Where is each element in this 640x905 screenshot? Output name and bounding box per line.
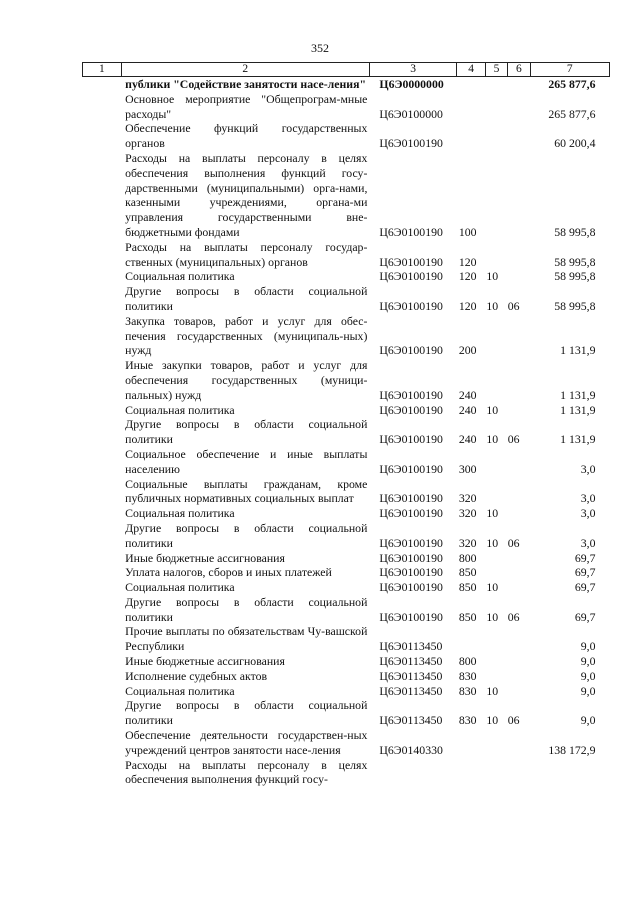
table-row — [83, 284, 610, 314]
cell-empty — [83, 92, 122, 122]
cell-empty — [83, 403, 122, 418]
row-subsection — [508, 240, 530, 270]
row-section: 10 — [486, 609, 499, 624]
row-section — [485, 669, 507, 684]
table-row — [83, 151, 610, 240]
row-expense-type: 800 — [458, 550, 477, 565]
row-name: Социальная политика — [125, 269, 235, 284]
row-section — [485, 565, 507, 580]
row-expense-type — [457, 92, 485, 122]
row-amount: 1 131,9 — [560, 387, 596, 402]
table-row — [83, 240, 610, 270]
row-amount: 9,0 — [580, 713, 596, 728]
row-section — [485, 358, 507, 402]
table-row — [83, 580, 610, 595]
header-col-2: 2 — [121, 63, 369, 77]
row-subsection: 06 — [507, 609, 520, 624]
row-name: Основное мероприятие "Общепрограм-мные расходы" — [125, 91, 368, 121]
row-name: Исполнение судебных актов — [125, 668, 268, 683]
row-expense-type: 320 — [458, 506, 477, 521]
header-col-5: 5 — [485, 63, 507, 77]
row-section — [485, 77, 507, 92]
row-subsection: 06 — [507, 432, 520, 447]
row-name: Другие вопросы в области социальной политики — [125, 698, 368, 728]
row-target-code: Ц6Э0100190 — [379, 550, 443, 565]
row-name: Социальная политика — [125, 580, 235, 595]
header-col-4: 4 — [457, 63, 485, 77]
cell-empty — [83, 669, 122, 684]
row-name: Другие вопросы в области социальной политики — [125, 284, 368, 313]
table-row — [83, 358, 610, 402]
row-target-code: Ц6Э0100190 — [379, 224, 443, 239]
row-target-code: Ц6Э0100190 — [379, 580, 443, 595]
row-section: 10 — [486, 506, 499, 521]
table-row — [83, 624, 610, 654]
row-section — [485, 624, 507, 654]
row-expense-type — [457, 77, 485, 92]
table-row — [83, 92, 610, 122]
row-name: Уплата налогов, сборов и иных платежей — [125, 565, 332, 580]
cell-empty — [83, 358, 122, 402]
row-amount: 69,7 — [574, 565, 596, 580]
row-section: 10 — [486, 580, 499, 595]
row-name: Обеспечение функций государственных органов — [125, 121, 368, 151]
cell-empty — [83, 684, 122, 699]
row-expense-type: 850 — [458, 580, 477, 595]
cell-empty — [83, 595, 122, 625]
table-row — [83, 403, 610, 418]
row-subsection — [508, 551, 530, 566]
table-row — [83, 506, 610, 521]
cell-empty — [83, 284, 122, 314]
row-subsection: 06 — [507, 535, 520, 550]
row-amount: 1 131,9 — [560, 402, 596, 417]
row-subsection — [508, 121, 530, 151]
row-expense-type: 240 — [458, 387, 477, 402]
row-subsection — [508, 314, 530, 358]
row-subsection — [508, 151, 530, 240]
row-amount: 3,0 — [580, 461, 596, 476]
row-section: 10 — [486, 683, 499, 698]
cell-empty — [83, 758, 122, 788]
row-expense-type: 240 — [458, 432, 477, 447]
row-amount: 1 131,9 — [560, 343, 596, 358]
table-row — [83, 77, 610, 92]
row-name: публики "Содействие занятости насе-ления" — [125, 77, 367, 91]
row-name: Иные бюджетные ассигнования — [125, 654, 285, 669]
row-name: Другие вопросы в области социальной политики — [125, 594, 368, 624]
row-amount: 1 131,9 — [560, 432, 596, 447]
header-col-6: 6 — [508, 63, 530, 77]
table-row — [83, 698, 610, 728]
row-target-code: Ц6Э0100190 — [379, 535, 443, 550]
row-target-code: Ц6Э0100190 — [379, 609, 443, 624]
row-amount: 138 172,9 — [548, 742, 596, 757]
cell-empty — [83, 521, 122, 551]
row-expense-type: 830 — [458, 668, 477, 683]
table-row — [83, 447, 610, 477]
cell-empty — [83, 314, 122, 358]
table-row — [83, 551, 610, 566]
row-expense-type: 120 — [458, 254, 477, 269]
row-expense-type — [457, 121, 485, 151]
table-row — [83, 477, 610, 507]
row-target-code: Ц6Э0140330 — [379, 742, 443, 757]
cell-empty — [83, 77, 122, 92]
cell-empty — [83, 698, 122, 728]
row-amount: 58 995,8 — [554, 269, 596, 284]
row-section: 10 — [486, 298, 499, 313]
cell-empty — [83, 565, 122, 580]
header-col-3: 3 — [369, 63, 456, 77]
table-body — [83, 77, 610, 788]
row-subsection — [508, 269, 530, 284]
row-expense-type: 830 — [458, 713, 477, 728]
table-row — [83, 121, 610, 151]
row-section: 10 — [486, 269, 499, 284]
row-subsection — [508, 403, 530, 418]
row-name: Социальная политика — [125, 683, 235, 698]
row-amount: 265 877,6 — [548, 77, 596, 91]
row-subsection — [508, 580, 530, 595]
table-row — [83, 269, 610, 284]
row-target-code: Ц6Э0100190 — [379, 565, 443, 580]
row-name: Другие вопросы в области социальной политики — [125, 417, 368, 447]
row-target-code: Ц6Э0100190 — [379, 254, 443, 269]
row-section — [485, 92, 507, 122]
row-target-code — [369, 758, 456, 788]
row-subsection — [508, 654, 530, 669]
row-amount — [530, 758, 609, 788]
row-name: Обеспечение деятельности государствен-ных учреждений центров занятости насе-ления — [125, 728, 368, 757]
row-section: 10 — [486, 535, 499, 550]
row-expense-type: 200 — [458, 343, 477, 358]
row-target-code: Ц6Э0100190 — [379, 491, 443, 506]
row-expense-type — [457, 624, 485, 654]
row-subsection — [508, 92, 530, 122]
cell-empty — [83, 151, 122, 240]
cell-empty — [83, 624, 122, 654]
row-target-code: Ц6Э0113450 — [379, 713, 443, 728]
row-name: Расходы на выплаты персоналу в целях обеспечения выполнения функций госу-дарственными (муниципальными) орга-нами, казенными учреждениями, органа-ми управления государственными вне-бюджетными фондами — [125, 150, 368, 239]
row-expense-type: 300 — [458, 461, 477, 476]
row-subsection — [508, 447, 530, 477]
table-header — [83, 63, 610, 77]
row-amount: 9,0 — [580, 668, 596, 683]
row-amount: 60 200,4 — [554, 136, 596, 151]
row-section — [485, 654, 507, 669]
row-expense-type — [457, 758, 485, 788]
header-col-1: 1 — [83, 63, 122, 77]
row-section — [485, 151, 507, 240]
row-name: Закупка товаров, работ и услуг для обес-печения государственных (муниципаль-ных) нужд — [125, 313, 368, 358]
cell-empty — [83, 728, 122, 758]
row-target-code: Ц6Э0100190 — [379, 432, 443, 447]
row-amount: 9,0 — [580, 683, 596, 698]
row-target-code: Ц6Э0113450 — [379, 683, 443, 698]
row-subsection — [508, 358, 530, 402]
row-target-code: Ц6Э0113450 — [379, 668, 443, 683]
row-name: Прочие выплаты по обязательствам Чу-вашской Республики — [125, 624, 368, 654]
row-subsection — [508, 684, 530, 699]
row-section: 10 — [486, 402, 499, 417]
row-amount: 265 877,6 — [548, 106, 596, 121]
row-target-code: Ц6Э0113450 — [379, 639, 443, 654]
row-amount: 69,7 — [574, 609, 596, 624]
row-amount: 69,7 — [574, 550, 596, 565]
row-amount: 58 995,8 — [554, 224, 596, 239]
cell-empty — [83, 580, 122, 595]
cell-empty — [83, 447, 122, 477]
row-section: 10 — [486, 432, 499, 447]
header-col-7: 7 — [530, 63, 609, 77]
row-name: Социальная политика — [125, 402, 235, 417]
row-section — [485, 314, 507, 358]
table-row — [83, 669, 610, 684]
row-expense-type: 100 — [458, 224, 477, 239]
table-row — [83, 417, 610, 447]
cell-empty — [83, 654, 122, 669]
row-amount: 9,0 — [580, 654, 596, 669]
cell-empty — [83, 551, 122, 566]
row-expense-type: 320 — [458, 535, 477, 550]
row-name: Другие вопросы в области социальной политики — [125, 520, 368, 550]
row-amount: 3,0 — [580, 506, 596, 521]
row-subsection: 06 — [507, 298, 520, 313]
row-amount: 69,7 — [574, 580, 596, 595]
row-target-code: Ц6Э0000000 — [379, 77, 444, 91]
row-subsection — [508, 728, 530, 758]
row-name: Расходы на выплаты персоналу государ-ственных (муниципальных) органов — [125, 239, 368, 269]
cell-empty — [83, 121, 122, 151]
cell-empty — [83, 240, 122, 270]
row-subsection — [508, 758, 530, 788]
row-subsection — [508, 669, 530, 684]
row-expense-type: 830 — [458, 683, 477, 698]
row-expense-type: 120 — [458, 298, 477, 313]
row-name: Социальное обеспечение и иные выплаты населению — [125, 446, 368, 476]
row-section — [485, 758, 507, 788]
row-section — [485, 477, 507, 507]
row-subsection — [508, 477, 530, 507]
row-target-code: Ц6Э0100190 — [379, 387, 443, 402]
row-section — [485, 240, 507, 270]
row-amount: 58 995,8 — [554, 298, 596, 313]
cell-empty — [83, 417, 122, 447]
row-expense-type — [457, 728, 485, 758]
table-row — [83, 521, 610, 551]
row-section: 10 — [486, 713, 499, 728]
row-amount: 9,0 — [580, 639, 596, 654]
table-row — [83, 654, 610, 669]
row-subsection — [508, 506, 530, 521]
row-target-code: Ц6Э0100190 — [379, 269, 443, 284]
row-target-code: Ц6Э0100190 — [379, 136, 443, 151]
table-row — [83, 314, 610, 358]
row-expense-type: 800 — [458, 654, 477, 669]
row-target-code: Ц6Э0100190 — [379, 343, 443, 358]
row-amount: 3,0 — [580, 491, 596, 506]
row-name: Социальные выплаты гражданам, кроме публичных нормативных социальных выплат — [125, 476, 368, 506]
table-row — [83, 758, 610, 788]
table-row — [83, 595, 610, 625]
table-row — [83, 728, 610, 758]
row-expense-type: 240 — [458, 402, 477, 417]
table-row — [83, 684, 610, 699]
row-name: Иные закупки товаров, работ и услуг для обеспечения государственных (муници-пальных) нужд — [125, 358, 368, 402]
cell-empty — [83, 269, 122, 284]
row-name: Социальная политика — [125, 506, 235, 521]
row-section — [485, 447, 507, 477]
row-section — [485, 728, 507, 758]
row-target-code: Ц6Э0100190 — [379, 402, 443, 417]
row-subsection: 06 — [507, 713, 520, 728]
page-number: 352 — [311, 41, 329, 55]
row-target-code: Ц6Э0113450 — [379, 654, 443, 669]
row-target-code: Ц6Э0100000 — [379, 106, 443, 121]
row-target-code: Ц6Э0100190 — [379, 461, 443, 476]
row-expense-type: 320 — [458, 491, 477, 506]
row-section — [485, 551, 507, 566]
row-subsection — [508, 624, 530, 654]
row-section — [485, 121, 507, 151]
row-name: Иные бюджетные ассигнования — [125, 550, 285, 565]
cell-empty — [83, 506, 122, 521]
row-expense-type: 850 — [458, 609, 477, 624]
row-amount: 3,0 — [580, 535, 596, 550]
row-amount: 58 995,8 — [554, 254, 596, 269]
row-subsection — [508, 77, 530, 92]
table-row — [83, 565, 610, 580]
row-expense-type: 850 — [458, 565, 477, 580]
row-subsection — [508, 565, 530, 580]
budget-table — [82, 62, 610, 787]
row-expense-type: 120 — [458, 269, 477, 284]
row-name: Расходы на выплаты персоналу в целях обеспечения выполнения функций госу- — [125, 757, 368, 787]
row-target-code: Ц6Э0100190 — [379, 506, 443, 521]
cell-empty — [83, 477, 122, 507]
row-target-code: Ц6Э0100190 — [379, 298, 443, 313]
